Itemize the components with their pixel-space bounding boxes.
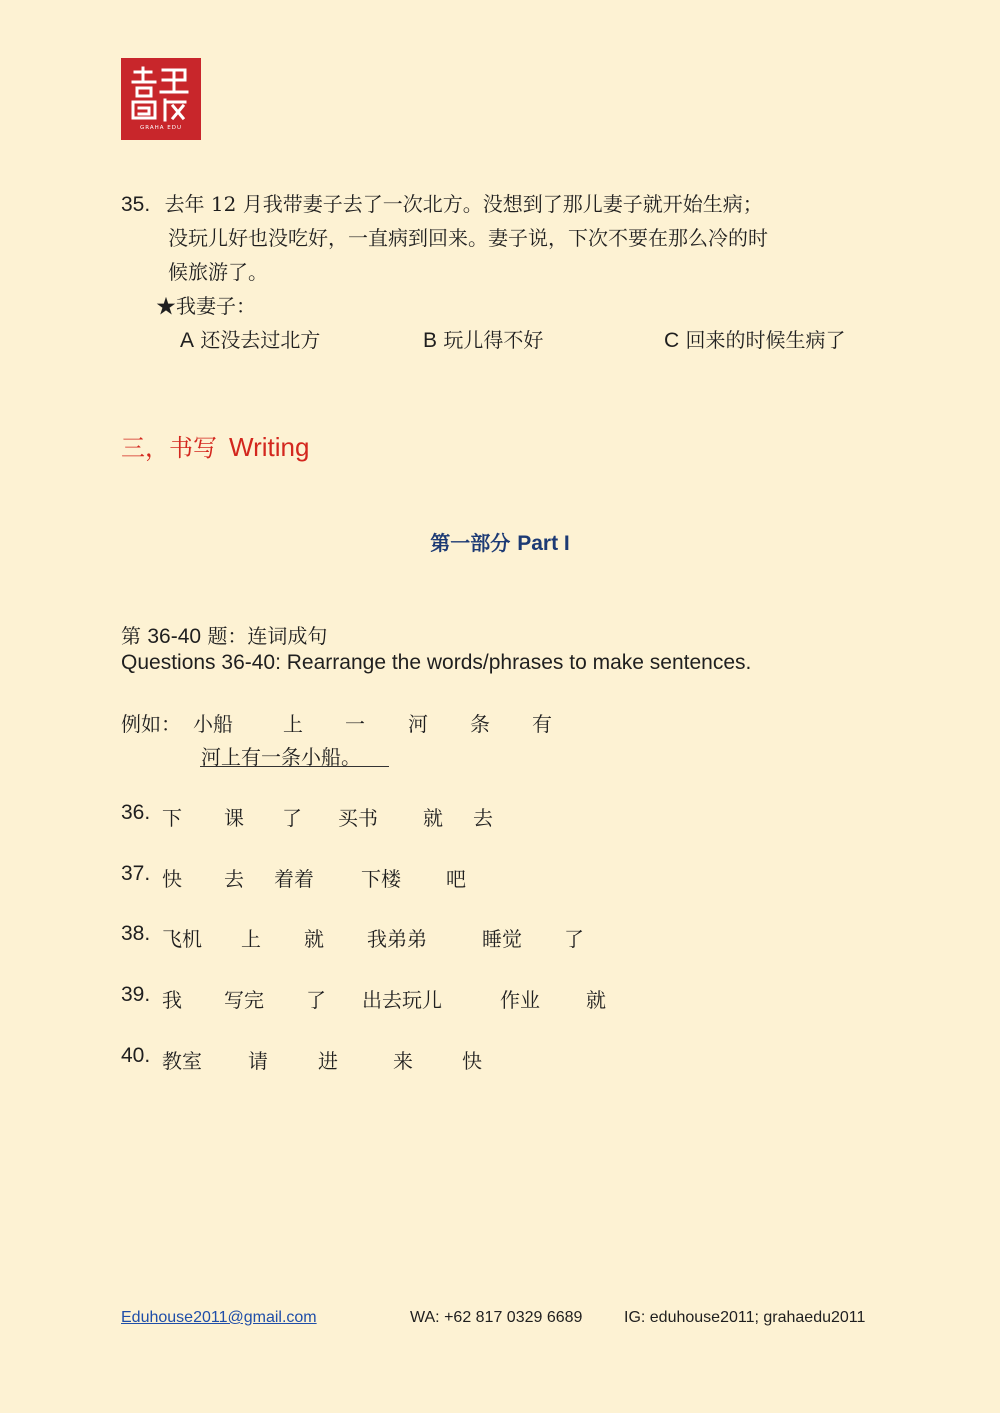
example-answer: 河上有一条小船。 (201, 745, 361, 769)
question-number: 39. (121, 983, 151, 1006)
footer-instagram: IG: eduhouse2011; grahaedu2011 (624, 1309, 866, 1326)
question-word[interactable]: 作业 (500, 988, 540, 1012)
q35-option-a[interactable] (180, 324, 320, 357)
option-letter: B (423, 329, 438, 352)
section-title (121, 428, 309, 463)
question-word[interactable]: 就 (304, 927, 324, 951)
q35-text-line: 去年 12 月我带妻子去了一次北方。没想到了那儿妻子就开始生病； (164, 192, 763, 216)
section-title-cn: 三，书写 (121, 434, 217, 462)
q35-option-c[interactable] (664, 324, 846, 357)
q35-text-line: 没玩儿好也没吃好，一直病到回来。妻子说，下次不要在那么冷的时 (168, 226, 768, 250)
instructions-cn-prefix: 第 (121, 624, 141, 648)
question-word[interactable]: 课 (224, 806, 244, 830)
question-word[interactable]: 来 (393, 1049, 413, 1073)
question-word[interactable]: 进 (318, 1049, 338, 1073)
example-word: 河 (408, 712, 428, 736)
question-word[interactable]: 出去玩儿 (362, 988, 442, 1012)
instructions-cn (121, 620, 327, 649)
question-word[interactable]: 快 (162, 867, 182, 891)
q35-line-1 (121, 188, 763, 221)
question-word[interactable]: 去 (224, 867, 244, 891)
question-word[interactable]: 去 (473, 806, 493, 830)
part-title (0, 527, 1000, 556)
option-text: 回来的时候生病了 (685, 328, 846, 352)
question-word[interactable]: 教室 (162, 1049, 202, 1073)
q35-prompt: ★我妻子： (156, 294, 256, 318)
question-word[interactable]: 就 (423, 806, 443, 830)
instructions-cn-suffix: 题：连词成句 (207, 624, 328, 648)
question-number: 40. (121, 1044, 151, 1067)
question-word[interactable]: 我弟弟 (367, 927, 427, 951)
footer-whatsapp: WA: +62 817 0329 6689 (410, 1309, 583, 1326)
example-word: 一 (345, 712, 365, 736)
question-word[interactable]: 我 (162, 988, 182, 1012)
question-number: 37. (121, 862, 151, 885)
graha-edu-logo (121, 58, 201, 140)
question-word[interactable]: 睡觉 (482, 927, 522, 951)
instructions-cn-range: 36-40 (147, 625, 202, 648)
question-word[interactable]: 就 (586, 988, 606, 1012)
example-word: 有 (532, 712, 552, 736)
part-title-en: Part I (517, 532, 570, 555)
option-text: 玩儿得不好 (443, 328, 544, 352)
example-word: 小船 (193, 712, 233, 736)
question-word[interactable]: 写完 (224, 988, 264, 1012)
question-word[interactable]: 快 (462, 1049, 482, 1073)
option-text: 还没去过北方 (200, 328, 321, 352)
footer-email[interactable] (121, 1309, 317, 1327)
question-number: 38. (121, 922, 151, 945)
example-label: 例如： (121, 712, 181, 736)
question-word[interactable]: 上 (241, 927, 261, 951)
question-word[interactable]: 了 (282, 806, 302, 830)
email-link[interactable]: Eduhouse2011@gmail.com (121, 1309, 317, 1326)
q35-text-line: 候旅游了。 (168, 260, 268, 284)
example-word: 条 (470, 712, 490, 736)
instructions-en: Questions 36-40: Rearrange the words/phrases to make sentences. (121, 651, 752, 674)
section-title-en: Writing (229, 432, 310, 462)
option-letter: A (180, 329, 195, 352)
part-title-cn: 第一部分 (430, 531, 511, 555)
example-answer-underline (200, 766, 389, 767)
logo-brand-text: GRAHA EDU (139, 125, 182, 131)
question-word[interactable]: 买书 (338, 806, 378, 830)
q35-option-b[interactable] (423, 324, 543, 357)
q35-number: 35. (121, 193, 151, 216)
example-word: 上 (283, 712, 303, 736)
question-word[interactable]: 下 (162, 806, 182, 830)
question-word[interactable]: 吧 (446, 867, 466, 891)
option-letter: C (664, 329, 680, 352)
question-word[interactable]: 下楼 (361, 867, 401, 891)
question-word[interactable]: 了 (564, 927, 584, 951)
question-word[interactable]: 请 (248, 1049, 268, 1073)
question-word[interactable]: 飞机 (162, 927, 202, 951)
question-number: 36. (121, 801, 151, 824)
question-word[interactable]: 着着 (274, 867, 314, 891)
question-word[interactable]: 了 (306, 988, 326, 1012)
